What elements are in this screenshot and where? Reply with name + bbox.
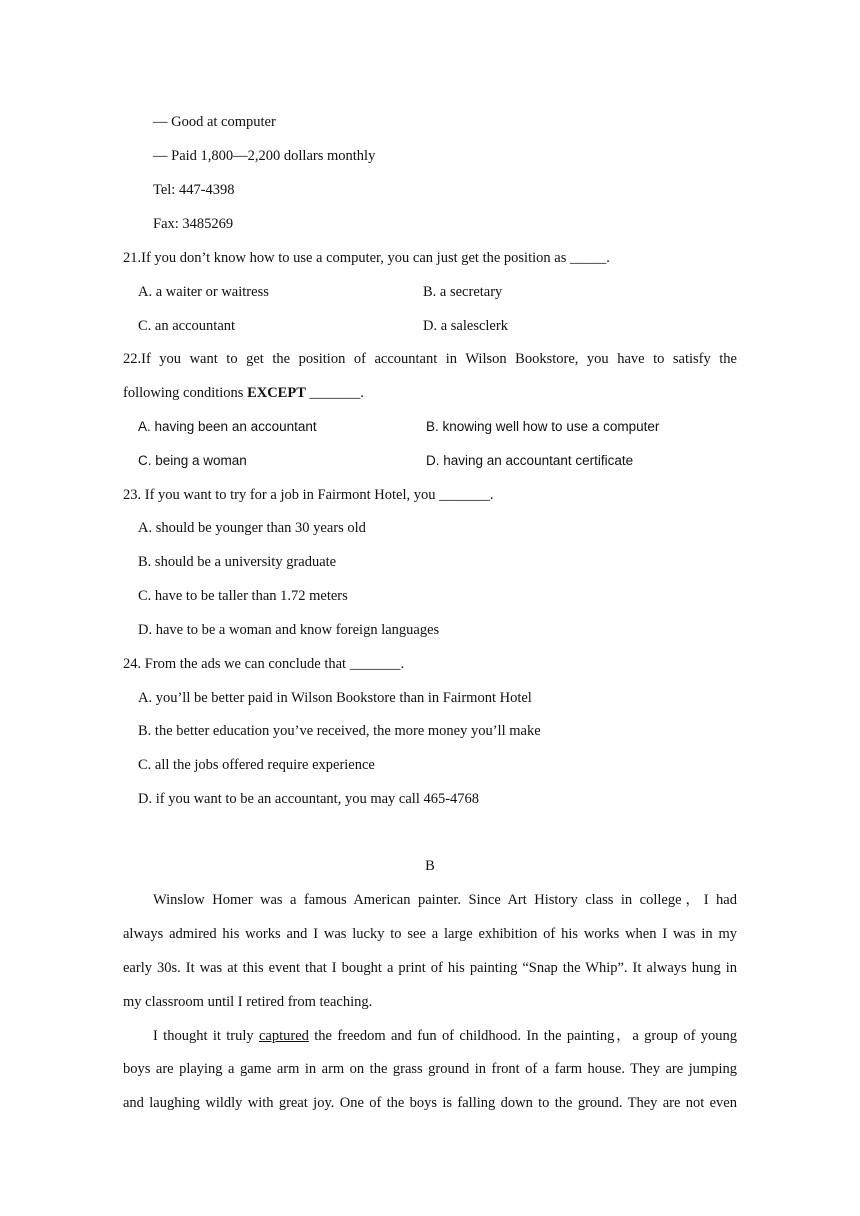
q22-option-a: A. having been an accountant <box>138 419 317 434</box>
q22-option-b: B. knowing well how to use a computer <box>426 419 660 434</box>
q23-option-b: B. should be a university graduate <box>138 554 337 570</box>
q23-option-c: C. have to be taller than 1.72 meters <box>138 588 348 604</box>
q21-stem: 21.If you don’t know how to use a computer, you can just get the position as _____. <box>123 250 610 266</box>
q23-option-d: D. have to be a woman and know foreign languages <box>138 622 440 638</box>
q24-option-a: A. you’ll be better paid in Wilson Bookstore than in Fairmont Hotel <box>138 690 532 706</box>
except-emphasis: EXCEPT <box>247 385 306 401</box>
q22-stem-line2: following conditions EXCEPT _______. <box>123 385 364 401</box>
passage-line: boys are playing a game arm in arm on the grass ground in front of a farm house. They are jumping <box>123 1061 737 1077</box>
ad-fax: Fax: 3485269 <box>153 216 234 232</box>
q23-option-a: A. should be younger than 30 years old <box>138 520 366 536</box>
q21-option-a: A. a waiter or waitress <box>138 284 269 300</box>
q21-option-d: D. a salesclerk <box>423 318 508 334</box>
underlined-word: captured <box>259 1028 309 1044</box>
q24-option-b: B. the better education you’ve received, the more money you’ll make <box>138 723 541 739</box>
passage-line: my classroom until I retired from teaching. <box>123 994 373 1010</box>
ad-requirement: — Good at computer <box>153 114 276 130</box>
q22-stem-line1: 22.If you want to get the position of accountant in Wilson Bookstore, you have to satisfy the <box>123 351 737 367</box>
passage-line: always admired his works and I was lucky to see a large exhibition of his works when I was in my <box>123 926 737 942</box>
q21-option-b: B. a secretary <box>423 284 503 300</box>
q24-option-c: C. all the jobs offered require experience <box>138 757 375 773</box>
passage-line: and laughing wildly with great joy. One of the boys is falling down to the ground. They are not even <box>123 1095 737 1111</box>
passage-line: Winslow Homer was a famous American painter. Since Art History class in college，I had <box>153 892 737 908</box>
passage-line: early 30s. It was at this event that I bought a print of his painting “Snap the Whip”. It always hung in <box>123 960 737 976</box>
q22-option-d: D. having an accountant certificate <box>426 453 634 468</box>
q22-option-c: C. being a woman <box>138 453 247 468</box>
ad-salary: — Paid 1,800—2,200 dollars monthly <box>153 148 376 164</box>
ad-telephone: Tel: 447-4398 <box>153 182 235 198</box>
q23-stem: 23. If you want to try for a job in Fairmont Hotel, you _______. <box>123 487 494 503</box>
q24-option-d: D. if you want to be an accountant, you may call 465-4768 <box>138 791 480 807</box>
q21-option-c: C. an accountant <box>138 318 236 334</box>
section-heading: B <box>425 858 435 874</box>
q24-stem: 24. From the ads we can conclude that _______. <box>123 656 405 672</box>
passage-line: I thought it truly captured the freedom and fun of childhood. In the painting，a group of young <box>153 1028 737 1044</box>
